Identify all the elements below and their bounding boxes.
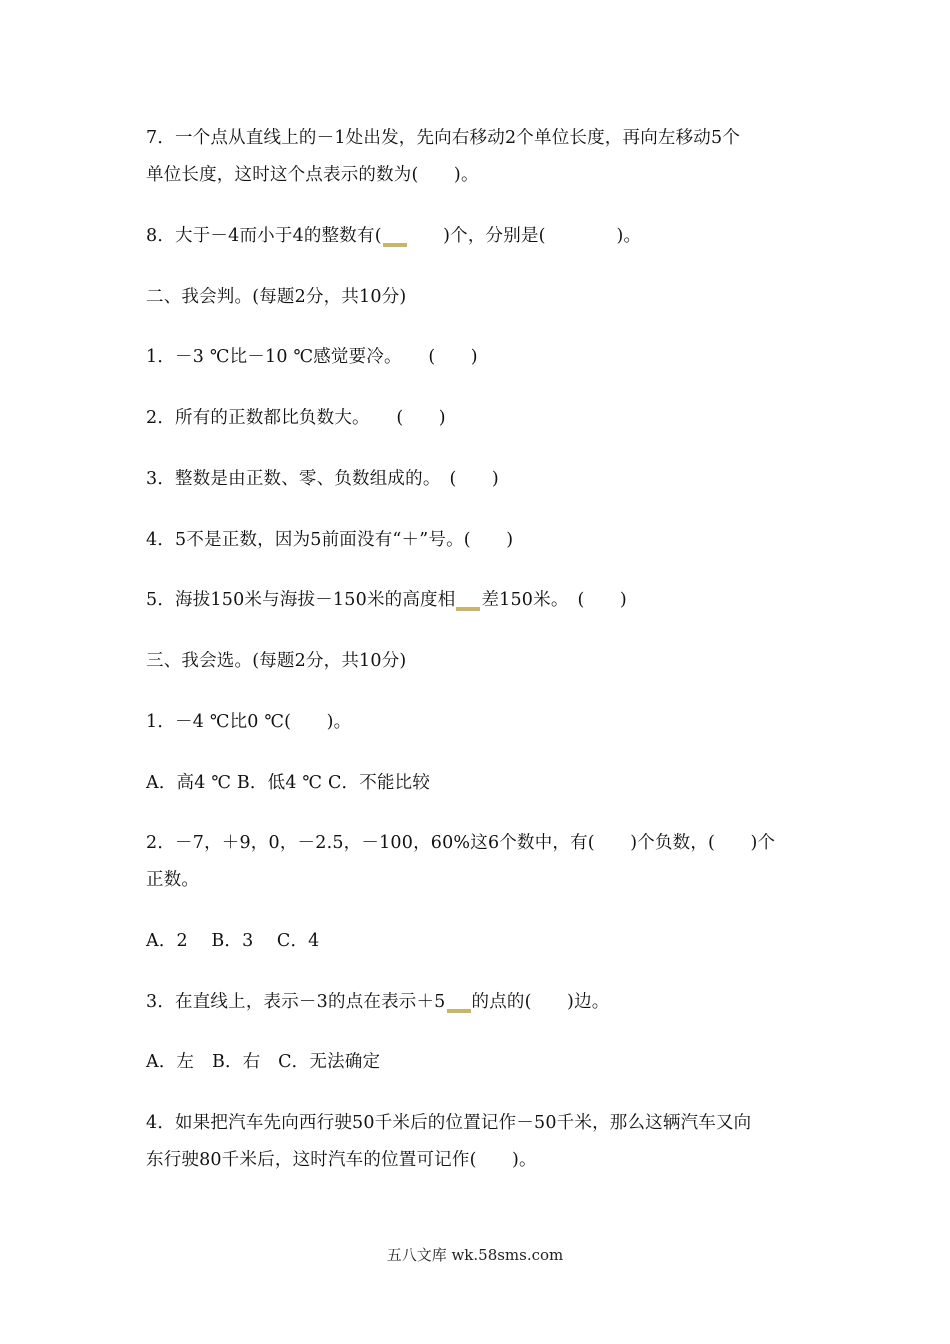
choice-2-options: A．2 B．3 C．4	[146, 931, 320, 951]
choice-2-line-2: 正数。	[146, 870, 200, 890]
judge-4: 4．5不是正数，因为5前面没有“＋”号。( )	[146, 530, 514, 550]
choice-4-line-1: 4．如果把汽车先向西行驶50千米后的位置记作－50千米，那么这辆汽车又向	[146, 1113, 752, 1133]
underline-mark	[447, 1009, 471, 1013]
judge-3: 3．整数是由正数、零、负数组成的。 ( )	[146, 469, 499, 489]
q8-text-end: )个，分别是( )。	[407, 226, 642, 246]
choice-3	[146, 990, 609, 1014]
q7-line-1: 7．一个点从直线上的－1处出发，先向右移动2个单位长度，再向左移动5个	[146, 128, 741, 148]
q8-text-start: 8．大于－4而小于4的整数有(	[146, 226, 382, 246]
underline-mark	[456, 607, 480, 611]
choice-3-text-start: 3．在直线上，表示－3的点在表示＋5	[146, 992, 446, 1012]
judge-1: 1．－3 ℃比－10 ℃感觉要冷。 ( )	[146, 347, 478, 367]
underline-mark	[383, 243, 407, 247]
q8-line	[146, 224, 641, 248]
judge-5-text-end: 差150米。 ( )	[481, 590, 627, 610]
judge-5-text-start: 5．海拔150米与海拔－150米的高度相	[146, 590, 456, 610]
choice-2-line-1: 2．－7，＋9，0，－2.5，－100，60%这6个数中，有( )个负数，( )个	[146, 833, 776, 853]
choice-1: 1．－4 ℃比0 ℃( )。	[146, 712, 352, 732]
choice-3-text-end: 的点的( )边。	[471, 992, 610, 1012]
choice-3-options: A．左 B．右 C．无法确定	[146, 1052, 381, 1072]
choice-4-line-2: 东行驶80千米后，这时汽车的位置可记作( )。	[146, 1150, 537, 1170]
section-2-title: 二、我会判。(每题2分，共10分)	[146, 287, 407, 307]
footer-watermark: 五八文库 wk.58sms.com	[386, 1246, 564, 1264]
q7-line-2: 单位长度，这时这个点表示的数为( )。	[146, 165, 479, 185]
choice-1-options: A．高4 ℃ B．低4 ℃ C．不能比较	[146, 773, 431, 793]
judge-5	[146, 588, 627, 612]
section-3-title: 三、我会选。(每题2分，共10分)	[146, 651, 407, 671]
judge-2: 2．所有的正数都比负数大。 ( )	[146, 408, 446, 428]
